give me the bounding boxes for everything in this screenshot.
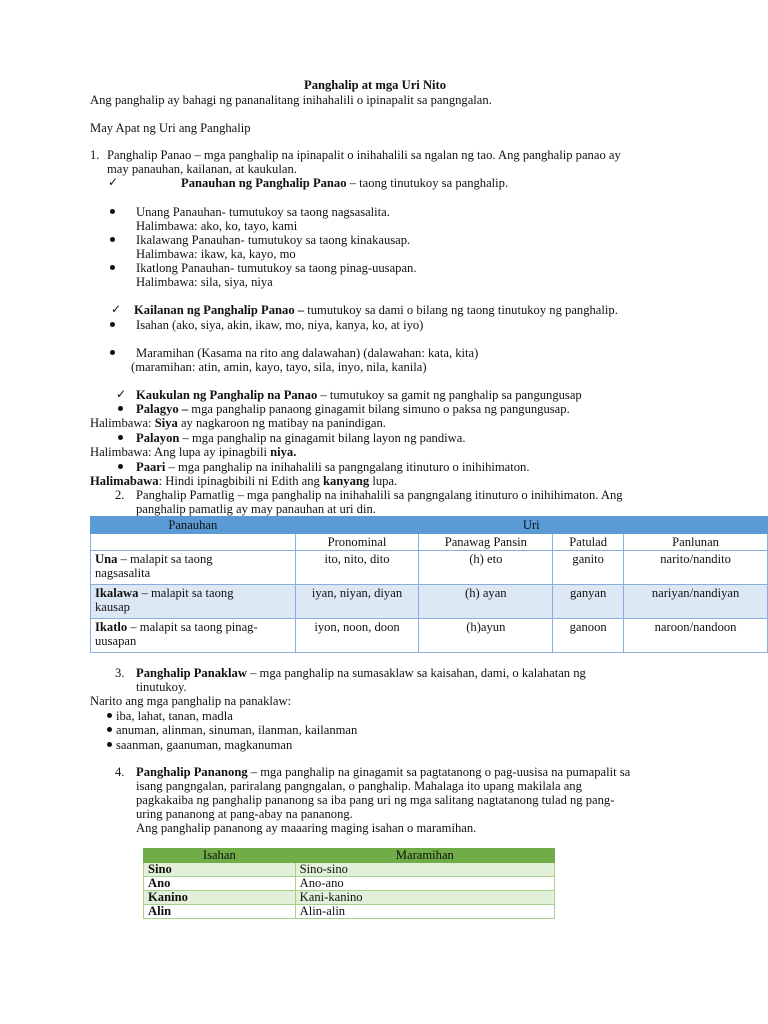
palagyo-example: Halimbawa: Siya ay nagkaroon ng matibay na panindigan. bbox=[90, 416, 386, 430]
bullet-dot-icon bbox=[118, 464, 123, 469]
ikalawang-panauhan: Ikalawang Panauhan- tumutukoy sa taong kinakausap. bbox=[136, 233, 411, 247]
bullet-dot-icon bbox=[110, 322, 115, 327]
table-cell: Kani-kanino bbox=[295, 891, 554, 905]
table-cell: Alin-alin bbox=[295, 905, 554, 919]
table-cell: nariyan/nandiyan bbox=[624, 585, 768, 619]
kaukulan-heading: Kaukulan ng Panghalip na Panao – tumutukoy sa gamit ng panghalip sa pangungusap bbox=[136, 388, 582, 402]
bullet-dot-icon bbox=[107, 742, 112, 747]
panaklaw-item: saanman, gaanuman, magkanuman bbox=[116, 738, 293, 752]
section-4-number: 4. bbox=[115, 765, 125, 779]
table-row bbox=[91, 551, 768, 585]
isahan-text: Isahan (ako, siya, akin, ikaw, mo, niya, kanya, ko, at iyo) bbox=[136, 318, 424, 332]
section-3-number: 3. bbox=[115, 666, 125, 680]
intro-text: Ang panghalip ay bahagi ng pananalitang inihahalili o ipinapalit sa pangngalan. bbox=[90, 93, 492, 107]
section-2-number: 2. bbox=[115, 488, 125, 502]
bullet-dot-icon bbox=[118, 435, 123, 440]
bullet-dot-icon bbox=[110, 237, 115, 242]
table-cell: Sino-sino bbox=[295, 863, 554, 877]
table-cell: (h) eto bbox=[419, 551, 553, 585]
kailanan-heading: Kailanan ng Panghalip Panao – tumutukoy sa dami o bilang ng taong tinutukoy ng panghalip. bbox=[134, 303, 618, 317]
ikatlong-example: Halimbawa: sila, siya, niya bbox=[136, 275, 273, 289]
unang-panauhan: Unang Panauhan- tumutukoy sa taong nagsasalita. bbox=[136, 205, 390, 219]
bullet-dot-icon bbox=[107, 713, 112, 718]
panaklaw-intro: Narito ang mga panghalip na panaklaw: bbox=[90, 694, 292, 708]
section-2-line2: panghalip pamatlig ay may panauhan at uri din. bbox=[136, 502, 376, 516]
header-isahan: Isahan bbox=[144, 849, 296, 863]
panaklaw-item: anuman, alinman, sinuman, ilanman, kailanman bbox=[116, 723, 358, 737]
col-header: Pronominal bbox=[295, 534, 419, 551]
table-cell: Alin bbox=[144, 905, 296, 919]
maramihan-text-2: (maramihan: atin, amin, kayo, tayo, sila, inyo, nila, kanila) bbox=[131, 360, 427, 374]
header-maramihan: Maramihan bbox=[295, 849, 554, 863]
table-cell: iyon, noon, doon bbox=[295, 619, 419, 653]
panauhan-heading: Panauhan ng Panghalip Panao – taong tinutukoy sa panghalip. bbox=[181, 176, 509, 190]
check-mark-icon: ✓ bbox=[111, 302, 122, 316]
maramihan-text: Maramihan (Kasama na rito ang dalawahan) (dalawahan: kata, kita) bbox=[136, 346, 479, 360]
bullet-dot-icon bbox=[110, 350, 115, 355]
col-header: Patulad bbox=[553, 534, 624, 551]
table-row bbox=[144, 891, 555, 905]
header-uri: Uri bbox=[295, 517, 767, 534]
table-row bbox=[144, 905, 555, 919]
row-label: Una – malapit sa taong nagsasalita bbox=[91, 551, 296, 585]
ikalawang-example: Halimbawa: ikaw, ka, kayo, mo bbox=[136, 247, 296, 261]
table-cell: iyan, niyan, diyan bbox=[295, 585, 419, 619]
row-label: Ikatlo – malapit sa taong pinag- uusapan bbox=[91, 619, 296, 653]
table-row bbox=[144, 863, 555, 877]
section-4-line3: pagkakaiba ng panghalip pananong sa iba pang uri ng mga salitang nagtatanong tulad ng pang- bbox=[136, 793, 615, 807]
section-1-number: 1. bbox=[90, 148, 100, 162]
panaklaw-item: iba, lahat, tanan, madla bbox=[116, 709, 233, 723]
table-cell: (h) ayan bbox=[419, 585, 553, 619]
table-cell: Sino bbox=[144, 863, 296, 877]
section-2-line1: Panghalip Pamatlig – mga panghalip na inihahalili sa pangngalang itinuturo o inihihimaton. Ang bbox=[136, 488, 623, 502]
palayon-example: Halimbawa: Ang lupa ay ipinagbili niya. bbox=[90, 445, 297, 459]
table-cell: Ano bbox=[144, 877, 296, 891]
paari-example: Halimabawa: Hindi ipinagbibili ni Edith ang kanyang lupa. bbox=[90, 474, 398, 488]
header-panauhan: Panauhan bbox=[91, 517, 296, 534]
row-label: Ikalawa – malapit sa taong kausap bbox=[91, 585, 296, 619]
section-4-line1: Panghalip Pananong – mga panghalip na ginagamit sa pagtatanong o pag-uusisa na pumapalit sa bbox=[136, 765, 631, 779]
bullet-dot-icon bbox=[110, 209, 115, 214]
table-cell: (h)ayun bbox=[419, 619, 553, 653]
section-1-line1: Panghalip Panao – mga panghalip na ipinapalit o inihahalili sa ngalan ng tao. Ang panghalip panao ay bbox=[107, 148, 621, 162]
table-cell: Kanino bbox=[144, 891, 296, 905]
table-cell: Ano-ano bbox=[295, 877, 554, 891]
unang-example: Halimbawa: ako, ko, tayo, kami bbox=[136, 219, 298, 233]
section-4-line2: isang pangngalan, pariralang pangngalan, o panghalip. Mahalaga ito upang makilala ang bbox=[136, 779, 582, 793]
pananong-table bbox=[143, 848, 555, 919]
subheader-blank bbox=[91, 534, 296, 551]
check-mark-icon: ✓ bbox=[116, 387, 127, 401]
ikatlong-panauhan: Ikatlong Panauhan- tumutukoy sa taong pinag-uusapan. bbox=[136, 261, 417, 275]
table-row bbox=[91, 585, 768, 619]
bullet-dot-icon bbox=[107, 727, 112, 732]
pamatlig-table bbox=[90, 516, 768, 653]
table-cell: naroon/nandoon bbox=[624, 619, 768, 653]
section-1-line2: may panauhan, kailanan, at kaukulan. bbox=[107, 162, 297, 176]
col-header: Panlunan bbox=[624, 534, 768, 551]
table-row bbox=[144, 877, 555, 891]
col-header: Panawag Pansin bbox=[419, 534, 553, 551]
palagyo-text: Palagyo – mga panghalip panaong ginagamit bilang simuno o paksa ng pangungusap. bbox=[136, 402, 570, 416]
table-row bbox=[91, 619, 768, 653]
section-3-line1: Panghalip Panaklaw – mga panghalip na sumasaklaw sa kaisahan, dami, o kalahatan ng bbox=[136, 666, 586, 680]
section-4-line4: uring pananong at pang-abay na pananong. bbox=[136, 807, 353, 821]
section-3-line2: tinutukoy. bbox=[136, 680, 187, 694]
table-cell: ito, nito, dito bbox=[295, 551, 419, 585]
palayon-text: Palayon – mga panghalip na ginagamit bilang layon ng pandiwa. bbox=[136, 431, 466, 445]
table-cell: narito/nandito bbox=[624, 551, 768, 585]
page-title: Panghalip at mga Uri Nito bbox=[304, 78, 447, 92]
table-cell: ganito bbox=[553, 551, 624, 585]
table-cell: ganyan bbox=[553, 585, 624, 619]
types-heading: May Apat ng Uri ang Panghalip bbox=[90, 121, 251, 135]
table-cell: ganoon bbox=[553, 619, 624, 653]
bullet-dot-icon bbox=[110, 265, 115, 270]
check-mark-icon: ✓ bbox=[108, 175, 119, 189]
section-4-line5: Ang panghalip pananong ay maaaring maging isahan o maramihan. bbox=[136, 821, 477, 835]
paari-text: Paari – mga panghalip na inihahalili sa pangngalang itinuturo o inihihimaton. bbox=[136, 460, 530, 474]
bullet-dot-icon bbox=[118, 406, 123, 411]
